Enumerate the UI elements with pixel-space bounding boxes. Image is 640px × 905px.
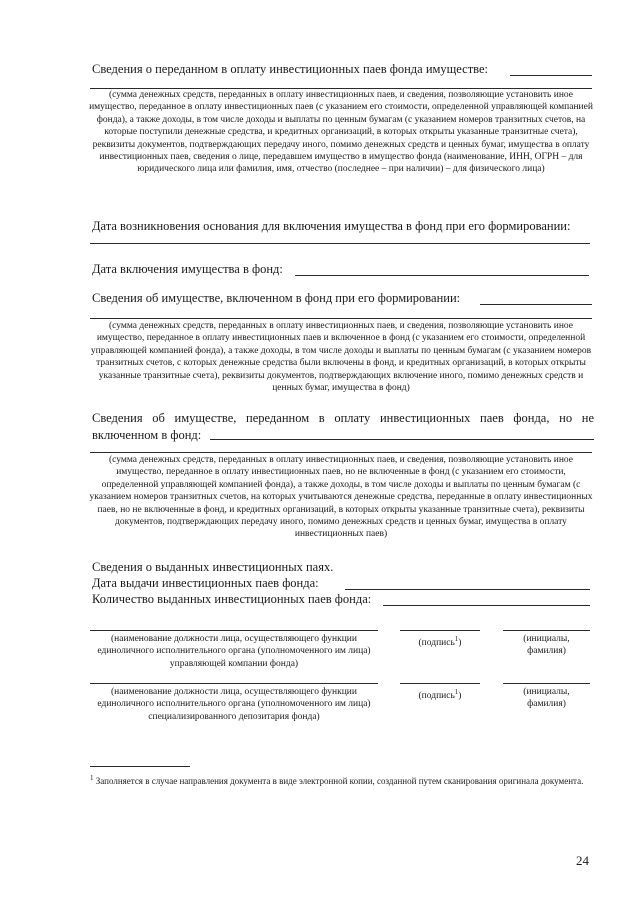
- footnote-mark: 1: [90, 774, 94, 782]
- transferred-property-note: (сумма денежных средств, переданных в оплату инвестиционных паев, и сведения, позволяющие установить иное имущество, переданное в оплату инвестиционных паев (с указанием его стоимости, определенной управляющей компанией фонда), а также доходы, в том числе доходы и выплаты по ценным бумагам (с указанием номеров транзитных счетов, на которые поступили денежные средства, и кредитных организаций, в которых открыты указанные транзитные счета), реквизиты документов, подтверждающих передачу иного, помимо денежных средств и ценных бумаг, имущества в оплату инвестиционных паев, сведения о лице, передавшем имущество в имущество фонда (наименование, ИНН, ОГРН – для юридического лица или фамилия, имя, отчество (последнее – при наличии) – для физического лица): [89, 90, 593, 175]
- management-position-line[interactable]: [90, 630, 378, 631]
- included-property-note: (сумма денежных средств, переданных в оплату инвестиционных паев, и сведения, позволяющие установить иное имущество, переданное в оплату инвестиционных паев и включенное в фонд (с указанием его стоимости, определенной управляющей компанией фонда), а также доходы, в том числе доходы и выплаты по ценным бумагам (с указанием номеров транзитных счетов, с которых денежные средства были включены в фонд, и кредитных организаций, в которых открыты указанные транзитные счета), реквизиты документов, подтверждающих включение иного, помимо денежных средств и ценных бумаг, имущества в фонд): [90, 321, 592, 394]
- depositary-name-hint: (инициалы, фамилия): [523, 687, 570, 710]
- not-included-property-label: Сведения об имуществе, переданном в оплату инвестиционных паев фонда, но не включенном в фонд:: [92, 411, 594, 442]
- management-name-line[interactable]: [503, 630, 590, 631]
- not-included-property-note: (сумма денежных средств, переданных в оплату инвестиционных паев, и сведения, позволяющие установить иное имущество, переданное в оплату инвестиционных паев, но не включенные в фонд (с указанием его стоимости, определенной управляющей компанией фонда), а также доходы, в том числе доходы и выплаты по ценным бумагам (с указанием номеров транзитных счетов, на которых учитываются денежные средства, переданные в оплату инвестиционных паев, но не включенные в фонд, и кредитных организаций, в которых открыты указанные транзитные счета), реквизиты документов, подтверждающих передачу иного, помимо денежных средств и ценных бумаг, имущества в оплату инвестиционных паев): [89, 455, 593, 540]
- management-name-hint: (инициалы, фамилия): [523, 634, 570, 657]
- issue-date-label: Дата выдачи инвестиционных паев фонда:: [92, 576, 319, 590]
- management-position-hint: (наименование должности лица, осуществляющего функции единоличного исполнительного органа (уполномоченного им лица) управляющей компании фонда): [97, 634, 371, 669]
- footnote-separator: [90, 766, 190, 767]
- transferred-property-input-line[interactable]: [510, 75, 592, 76]
- management-signature-hint: (подпись$^1$): [418, 635, 462, 649]
- transferred-property-label: Сведения о переданном в оплату инвестиционных паев фонда имуществе:: [92, 62, 489, 76]
- not-included-property-input-line[interactable]: [210, 439, 594, 440]
- depositary-signature-hint: (подпись$^1$): [418, 688, 462, 702]
- footnote-text: Заполняется в случае направления документа в виде электронной копии, созданной путем сканирования оригинала документа.: [95, 776, 584, 786]
- included-property-input-line[interactable]: [480, 304, 592, 305]
- footnote-ref: 1: [454, 635, 459, 643]
- inclusion-date-label: Дата включения имущества в фонд:: [92, 262, 283, 276]
- footnote-ref-2: 1: [454, 688, 459, 696]
- page-number: 24: [576, 853, 589, 868]
- included-property-label: Сведения об имуществе, включенном в фонд при его формировании:: [92, 291, 461, 305]
- depositary-position-hint: (наименование должности лица, осуществляющего функции единоличного исполнительного органа (уполномоченного им лица) специализированного депозитария фонда): [97, 687, 371, 722]
- issued-units-heading: Сведения о выданных инвестиционных паях.: [92, 560, 334, 574]
- basis-date-label: Дата возникновения основания для включения имущества в фонд при его формировании:: [92, 219, 571, 233]
- inclusion-date-input-line[interactable]: [295, 275, 589, 276]
- issue-date-input-line[interactable]: [345, 589, 590, 590]
- not-included-property-input-line-2[interactable]: [90, 452, 592, 453]
- basis-date-input-line[interactable]: [90, 243, 590, 244]
- depositary-name-line[interactable]: [503, 683, 590, 684]
- issued-count-input-line[interactable]: [383, 605, 590, 606]
- depositary-signature-line[interactable]: [400, 683, 480, 684]
- footnote: [90, 772, 590, 787]
- depositary-position-line[interactable]: [90, 683, 378, 684]
- issued-count-label: Количество выданных инвестиционных паев фонда:: [92, 592, 372, 606]
- included-property-input-line-2[interactable]: [90, 318, 592, 319]
- management-signature-line[interactable]: [400, 630, 480, 631]
